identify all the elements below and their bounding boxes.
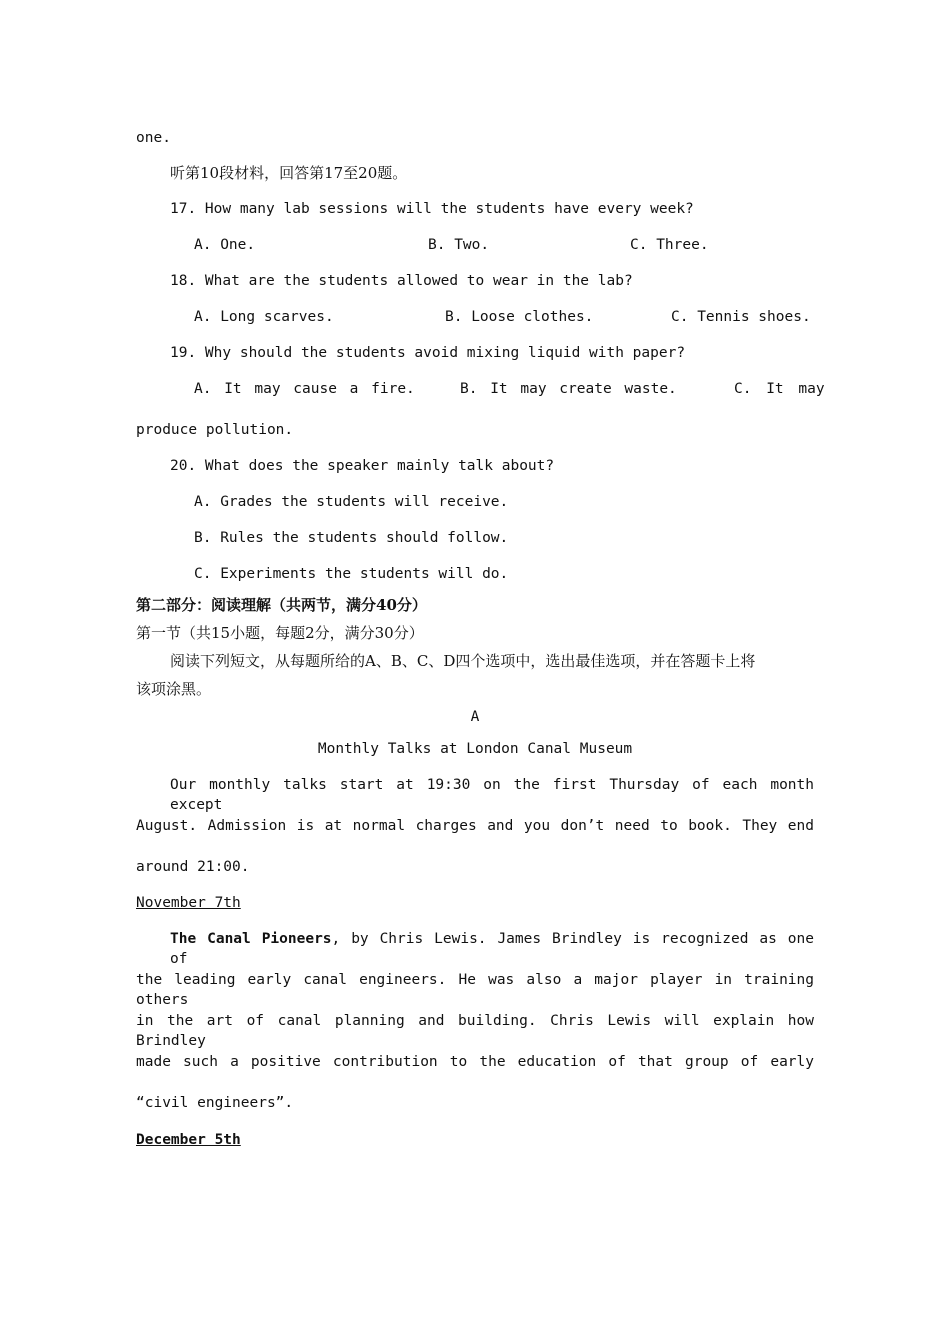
talk-1-line-5: “civil engineers”. xyxy=(136,1095,294,1111)
section-10-instruction: 听第10段材料，回答第17至20题。 xyxy=(170,164,408,182)
reading-instruction-line-2: 该项涂黑。 xyxy=(136,680,212,698)
talk-1-line-3: in the art of canal planning and building. Chris Lewis will explain how Brindley xyxy=(136,1013,814,1049)
question-20-option-c: C. Experiments the students will do. xyxy=(194,566,509,582)
reading-instruction-line-1: 阅读下列短文，从每题所给的A、B、C、D四个选项中，选出最佳选项，并在答题卡上将 xyxy=(170,652,756,670)
talk-1-line-4: made such a positive contribution to the education of that group of early xyxy=(136,1054,814,1070)
talk-date-december: December 5th xyxy=(136,1132,241,1148)
talk-1-first-line xyxy=(170,929,814,969)
intro-line-1: Our monthly talks start at 19:30 on the first Thursday of each month except xyxy=(170,777,814,813)
question-18-option-b: B. Loose clothes. xyxy=(445,309,594,325)
question-20-stem: 20. What does the speaker mainly talk about? xyxy=(170,458,555,474)
question-19-option-c-continuation: produce pollution. xyxy=(136,422,294,438)
section-1-heading: 第一节（共15小题，每题2分，满分30分） xyxy=(136,624,424,642)
talk-date-november: November 7th xyxy=(136,895,241,911)
intro-line-3: around 21:00. xyxy=(136,859,250,875)
question-19-option-c: C. It may xyxy=(734,381,825,397)
passage-letter: A xyxy=(470,709,480,725)
question-18-option-a: A. Long scarves. xyxy=(194,309,334,325)
question-18-option-c: C. Tennis shoes. xyxy=(671,309,811,325)
question-17-option-b: B. Two. xyxy=(428,237,490,253)
part-2-heading: 第二部分：阅读理解（共两节，满分40分） xyxy=(136,596,427,614)
previous-text-end: one. xyxy=(136,130,171,146)
question-17-option-c: C. Three. xyxy=(630,237,709,253)
intro-line-2: August. Admission is at normal charges and you don’t need to book. They end xyxy=(136,818,814,834)
passage-title: Monthly Talks at London Canal Museum xyxy=(317,741,633,757)
question-19-option-b: B. It may create waste. xyxy=(460,381,677,397)
talk-1-line-2: the leading early canal engineers. He was also a major player in training others xyxy=(136,972,814,1008)
talk-1-first-line-rest: , by Chris Lewis. James Brindley is recognized as one of xyxy=(170,931,814,967)
question-19-option-a: A. It may cause a fire. xyxy=(194,381,415,397)
question-17-stem: 17. How many lab sessions will the students have every week? xyxy=(170,201,694,217)
question-17-option-a: A. One. xyxy=(194,237,256,253)
question-19-stem: 19. Why should the students avoid mixing liquid with paper? xyxy=(170,345,686,361)
question-20-option-b: B. Rules the students should follow. xyxy=(194,530,509,546)
question-20-option-a: A. Grades the students will receive. xyxy=(194,494,509,510)
question-18-stem: 18. What are the students allowed to wear in the lab? xyxy=(170,273,633,289)
talk-1-title: The Canal Pioneers xyxy=(170,931,332,947)
